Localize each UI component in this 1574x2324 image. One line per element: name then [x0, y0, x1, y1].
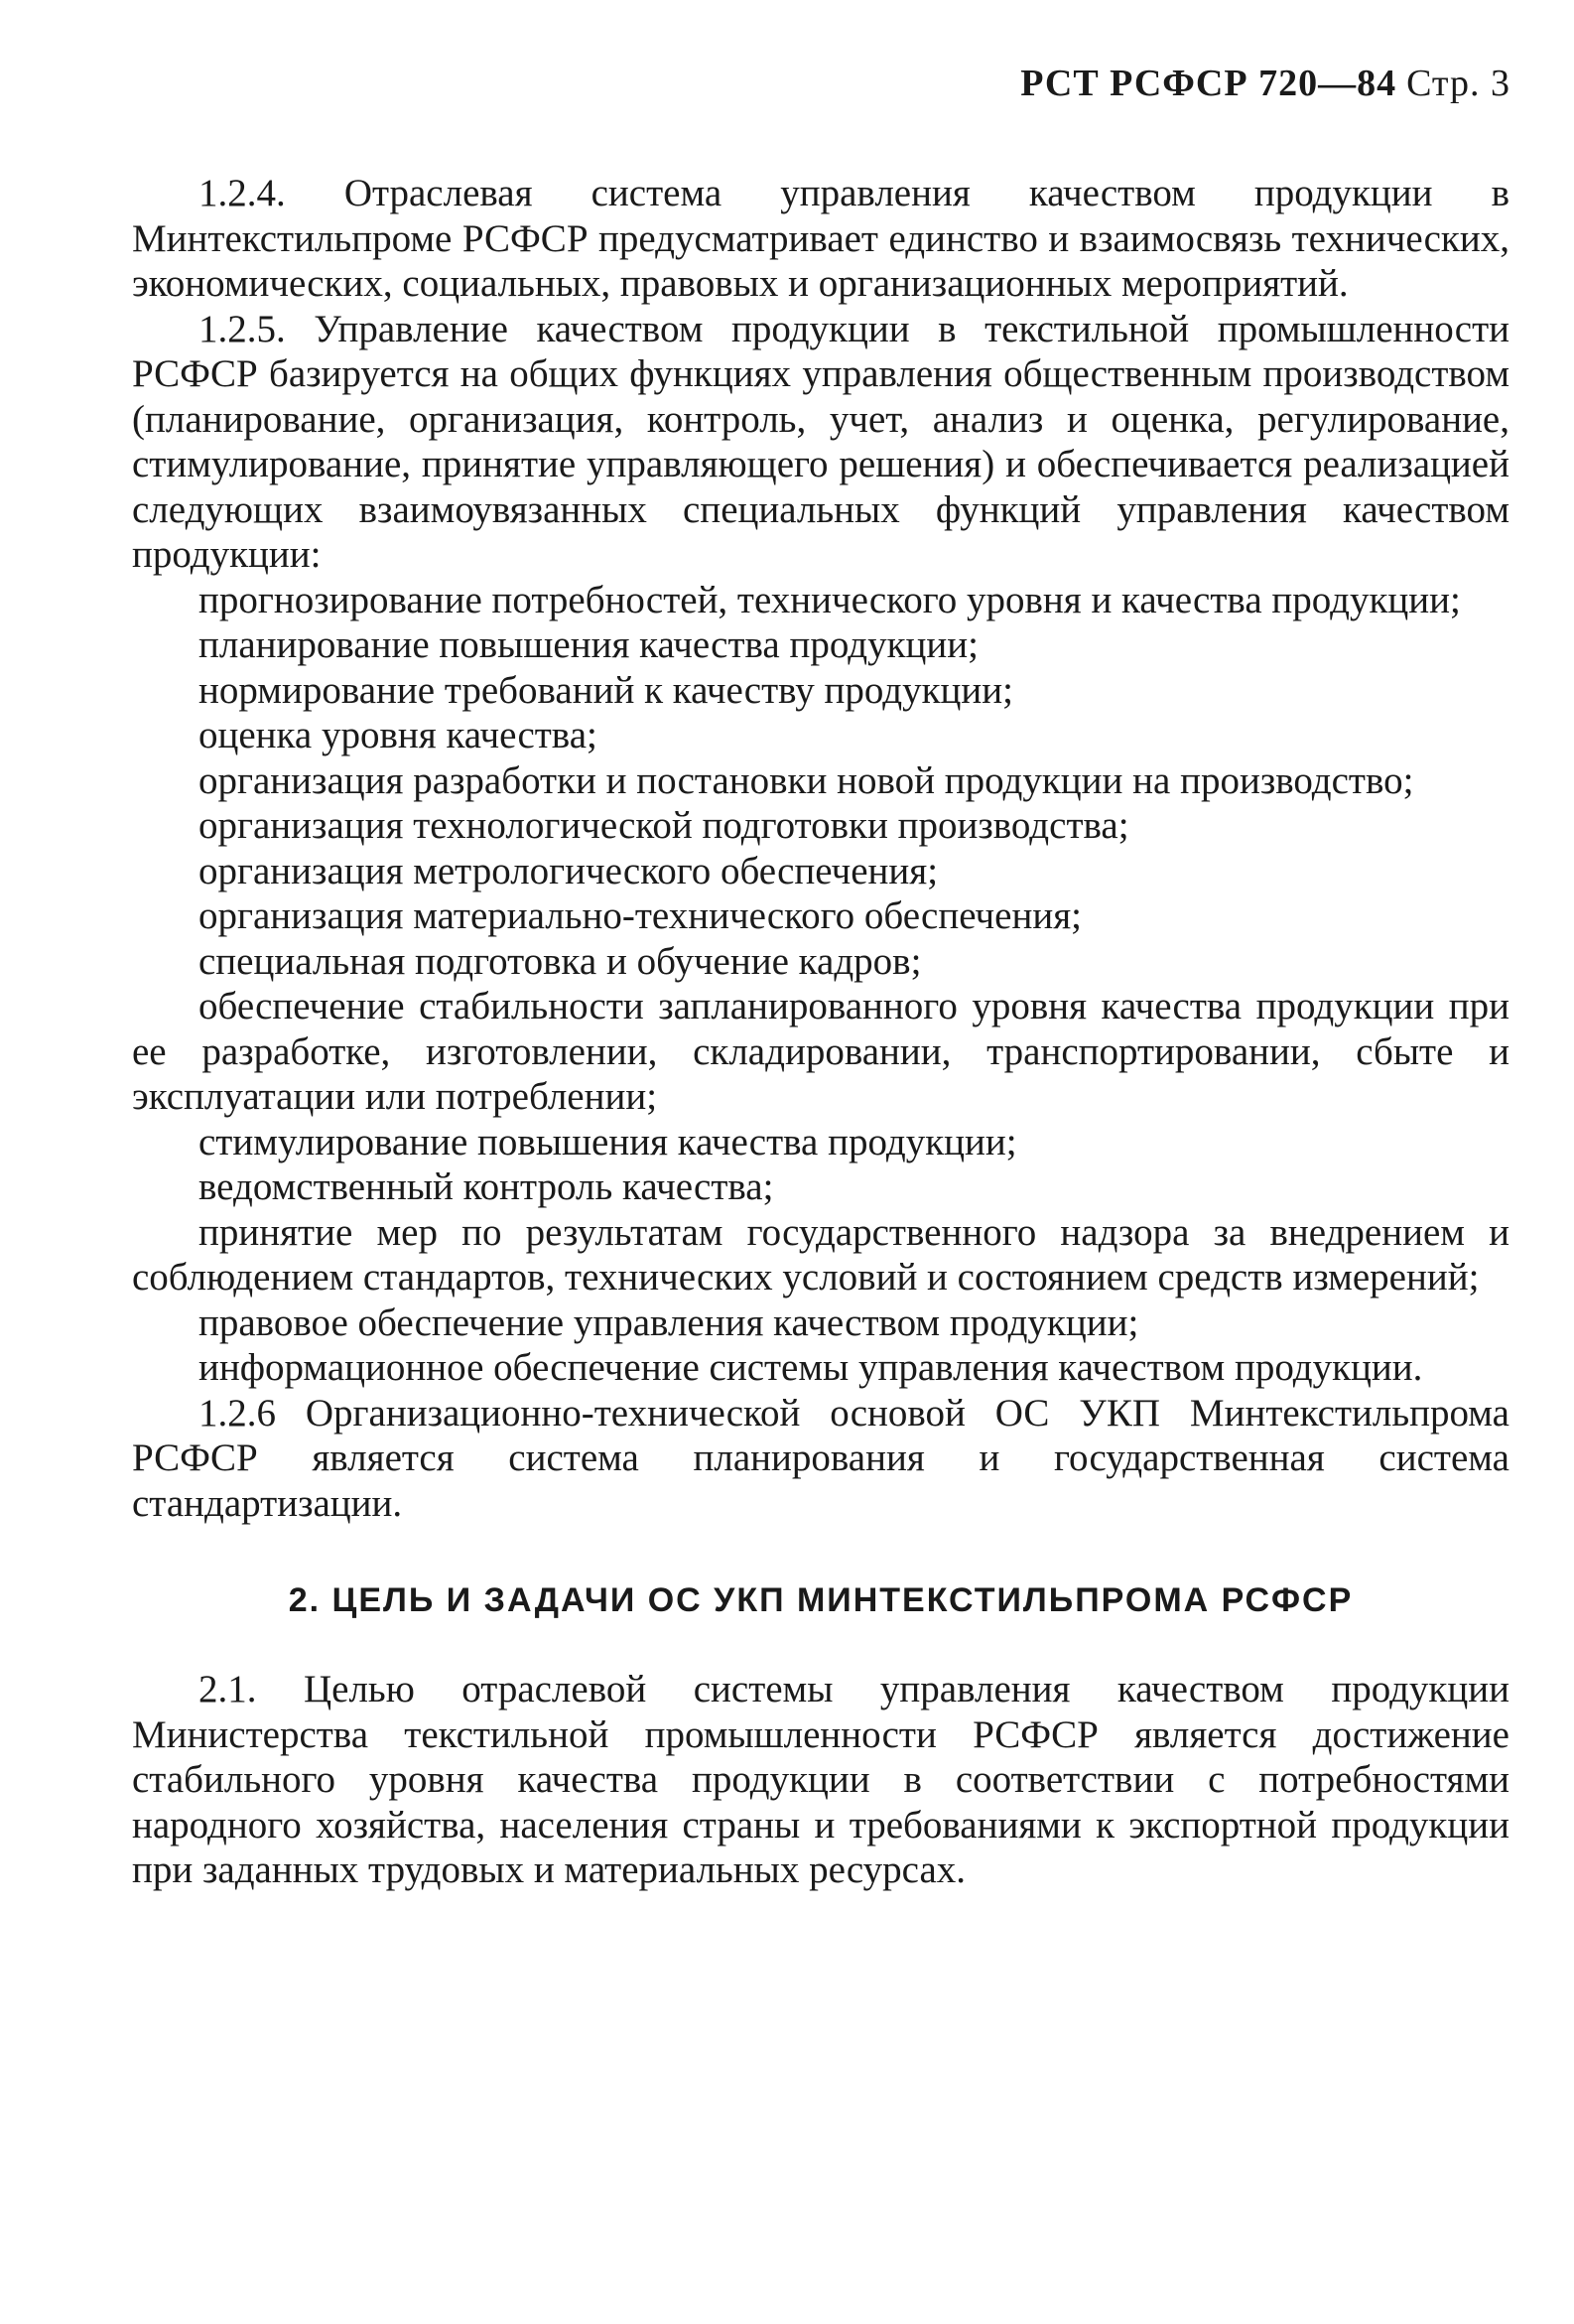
list-item: принятие мер по результатам государственного надзора за внедрением и соблюдением стандартов, технических условий и состоянием средств измерений; — [132, 1210, 1509, 1299]
list-item: прогнозирование потребностей, технического уровня и качества продукции; — [198, 578, 1461, 621]
list-item: планирование повышения качества продукции; — [198, 623, 979, 666]
list-item: правовое обеспечение управления качеством продукции; — [198, 1300, 1139, 1344]
paragraph-1-2-6: 1.2.6 Организационно-технической основой ОС УКП Минтекстильпрома РСФСР является система планирования и государственная система стандартизации. — [132, 1391, 1509, 1525]
functions-list — [132, 578, 1509, 1391]
section-heading: 2. ЦЕЛЬ И ЗАДАЧИ ОС УКП МИНТЕКСТИЛЬПРОМА РСФСР — [288, 1581, 1354, 1619]
list-item: обеспечение стабильности запланированного уровня качества продукции при ее разработке, изготовлении, складировании, транспортировании, сбыте и эксплуатации или потреблении; — [132, 985, 1509, 1118]
list-item: специальная подготовка и обучение кадров; — [198, 939, 922, 983]
paragraph-1-2-5: 1.2.5. Управление качеством продукции в текстильной промышленности РСФСР базируется на общих функциях управления общественным производством (планирование, организация, контроль, учет, анализ и оценка, регулирование, стимулирование, принятие управляющего решения) и обеспечивается реализацией следующих взаимоувязанных специальных функций управления качеством продукции: — [132, 307, 1509, 576]
list-item: нормирование требований к качеству продукции; — [198, 668, 1013, 712]
list-item: организация материально-технического обеспечения; — [198, 894, 1082, 937]
list-item: ведомственный контроль качества; — [198, 1165, 774, 1208]
document-code: РСТ РСФСР 720—84 — [1020, 63, 1397, 104]
document-body — [132, 171, 1509, 1893]
list-item: информационное обеспечение системы управления качеством продукции. — [198, 1346, 1423, 1389]
list-item: оценка уровня качества; — [198, 714, 597, 756]
running-header — [1020, 62, 1510, 105]
list-item: стимулирование повышения качества продукции; — [198, 1120, 1017, 1163]
paragraph-2-1: 2.1. Целью отраслевой системы управления качеством продукции Министерства текстильной промышленности РСФСР является достижение стабильного уровня качества продукции в соответствии с потребностями народного хозяйства, населения страны и требованиями к экспортной продукции при заданных трудовых и материальных ресурсах. — [132, 1668, 1509, 1891]
page-number: Стр. 3 — [1406, 63, 1510, 104]
paragraph-1-2-4: 1.2.4. Отраслевая система управления качеством продукции в Минтекстильпроме РСФСР предусматривает единство и взаимосвязь технических, экономических, социальных, правовых и организационных мероприятий. — [132, 172, 1509, 305]
list-item: организация метрологического обеспечения; — [198, 849, 939, 892]
list-item: организация разработки и постановки новой продукции на производство; — [198, 758, 1414, 802]
list-item: организация технологической подготовки производства; — [198, 804, 1129, 847]
